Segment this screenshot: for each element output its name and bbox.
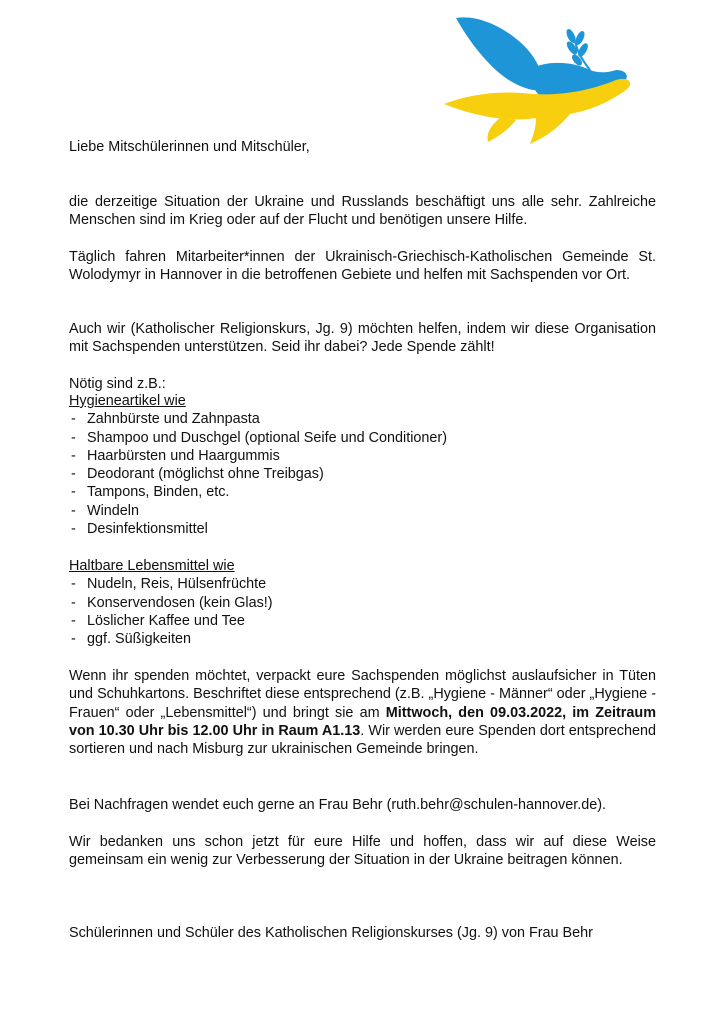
- dove-wing-blue: [456, 17, 542, 90]
- drop-off-date-time: Mittwoch, den 09.03.2022, im Zeitraum von 10.30 Uhr bis 12.00 Uhr in Raum A1.13: [69, 704, 656, 739]
- appeal-paragraph: Auch wir (Katholischer Religionskurs, Jg. 9) möchten helfen, indem wir diese Organisation mit Sachspenden unterstützen. Seid ihr dabei? Jede Spende zählt!: [69, 321, 656, 356]
- greeting: Liebe Mitschülerinnen und Mitschüler,: [69, 139, 310, 155]
- thanks-paragraph: Wir bedanken uns schon jetzt für eure Hilfe und hoffen, dass wir auf diese Weise gemeinsam ein wenig zur Verbesserung der Situation in der Ukraine beitragen können.: [69, 834, 656, 869]
- food-heading: Haltbare Lebensmittel wie: [69, 558, 235, 574]
- hygiene-heading: Hygieneartikel wie: [69, 393, 186, 409]
- list-item: - Konservendosen (kein Glas!): [69, 594, 629, 612]
- food-list: [69, 575, 629, 648]
- list-item: - Löslicher Kaffee und Tee: [69, 612, 629, 630]
- list-item: - Tampons, Binden, etc.: [69, 483, 629, 501]
- food-section: [69, 557, 629, 648]
- hygiene-list: [69, 410, 629, 538]
- signature: Schülerinnen und Schüler des Katholischen Religionskurses (Jg. 9) von Frau Behr: [69, 925, 593, 941]
- instructions-text-a: Wenn ihr spenden möchtet, verpackt eure Sachspenden möglichst auslaufsicher in Tüten und Schuhkartons. Beschriftet diese entsprechend (z.B. „Hygiene - Männer“ oder „Hygiene - Frauen“ oder „Lebensmittel“) und bringt sie am: [69, 668, 656, 721]
- list-item: - Desinfektionsmittel: [69, 520, 629, 538]
- list-item: - ggf. Süßigkeiten: [69, 630, 629, 648]
- intro-paragraph: die derzeitige Situation der Ukraine und Russlands beschäftigt uns alle sehr. Zahlreiche Menschen sind im Krieg oder auf der Flucht und benötigen unsere Hilfe.: [69, 194, 656, 229]
- list-item: - Nudeln, Reis, Hülsenfrüchte: [69, 575, 629, 593]
- list-item: - Deodorant (möglichst ohne Treibgas): [69, 465, 629, 483]
- instructions-text-b: . Wir werden eure Spenden dort entsprechend sortieren und nach Misburg zur ukrainischen Gemeinde bringen.: [69, 722, 657, 758]
- list-item: - Haarbürsten und Haargummis: [69, 447, 629, 465]
- list-item: - Zahnbürste und Zahnpasta: [69, 410, 629, 428]
- contact-paragraph: Bei Nachfragen wendet euch gerne an Frau Behr (ruth.behr@schulen-hannover.de).: [69, 797, 606, 813]
- peace-dove-logo: [440, 10, 636, 148]
- community-paragraph: Täglich fahren Mitarbeiter*innen der Ukrainisch-Griechisch-Katholischen Gemeinde St. Wolodymyr in Hannover in die betroffenen Gebiete und helfen mit Sachspenden vor Ort.: [69, 249, 656, 284]
- instructions-paragraph: [69, 667, 656, 758]
- needed-intro: Nötig sind z.B.:: [69, 376, 166, 392]
- list-item: - Shampoo und Duschgel (optional Seife und Conditioner): [69, 429, 629, 447]
- hygiene-section: [69, 392, 629, 538]
- list-item: - Windeln: [69, 502, 629, 520]
